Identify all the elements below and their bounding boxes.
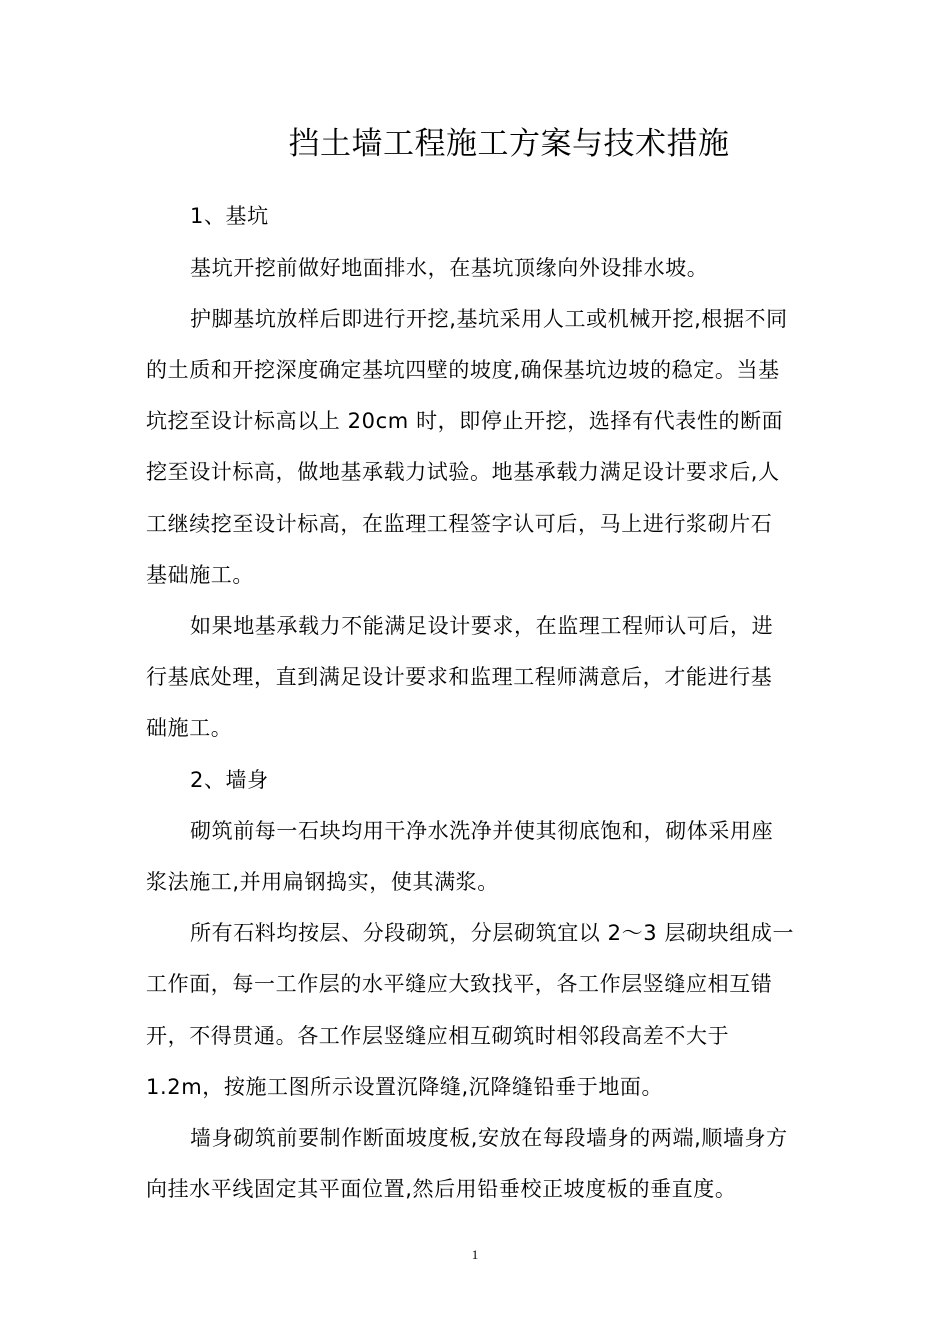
paragraph-line: 基坑开挖前做好地面排水，在基坑顶缘向外设排水坡。 xyxy=(190,256,709,280)
paragraph-line: 1.2m，按施工图所示设置沉降缝,沉降缝铅垂于地面。 xyxy=(146,1075,664,1099)
paragraph-line: 护脚基坑放样后即进行开挖,基坑采用人工或机械开挖,根据不同 xyxy=(190,307,788,331)
paragraph-line: 所有石料均按层、分段砌筑，分层砌筑宜以 2～3 层砌块组成一 xyxy=(190,921,795,945)
paragraph-line: 砌筑前每一石块均用干净水洗净并使其彻底饱和，砌体采用座 xyxy=(190,819,774,843)
paragraph-line: 工作面，每一工作层的水平缝应大致找平，各工作层竖缝应相互错 xyxy=(146,972,773,996)
paragraph-line: 向挂水平线固定其平面位置,然后用铅垂校正坡度板的垂直度。 xyxy=(146,1177,737,1201)
paragraph-line: 的土质和开挖深度确定基坑四壁的坡度,确保基坑边坡的稳定。当基 xyxy=(146,358,780,382)
document-title: 挡土墙工程施工方案与技术措施 xyxy=(288,126,730,162)
paragraph-line: 浆法施工,并用扁钢捣实，使其满浆。 xyxy=(146,870,499,894)
paragraph-line: 坑挖至设计标高以上 20cm 时，即停止开挖，选择有代表性的断面 xyxy=(146,409,784,433)
section-heading-2: 2、墙身 xyxy=(190,768,269,792)
paragraph-line: 如果地基承载力不能满足设计要求，在监理工程师认可后，进 xyxy=(190,614,774,638)
page-number: 1 xyxy=(471,1247,479,1262)
paragraph-line: 开，不得贯通。各工作层竖缝应相互砌筑时相邻段高差不大于 xyxy=(146,1024,730,1048)
paragraph-line: 工继续挖至设计标高，在监理工程签字认可后，马上进行浆砌片石 xyxy=(146,512,773,536)
paragraph-line: 行基底处理，直到满足设计要求和监理工程师满意后，才能进行基 xyxy=(146,665,773,689)
paragraph-line: 挖至设计标高，做地基承载力试验。地基承载力满足设计要求后,人 xyxy=(146,460,780,484)
section-heading-1: 1、基坑 xyxy=(190,204,269,228)
paragraph-line: 基础施工。 xyxy=(146,563,254,587)
paragraph-line: 墙身砌筑前要制作断面坡度板,安放在每段墙身的两端,顺墙身方 xyxy=(190,1126,788,1150)
paragraph-line: 础施工。 xyxy=(146,716,233,740)
